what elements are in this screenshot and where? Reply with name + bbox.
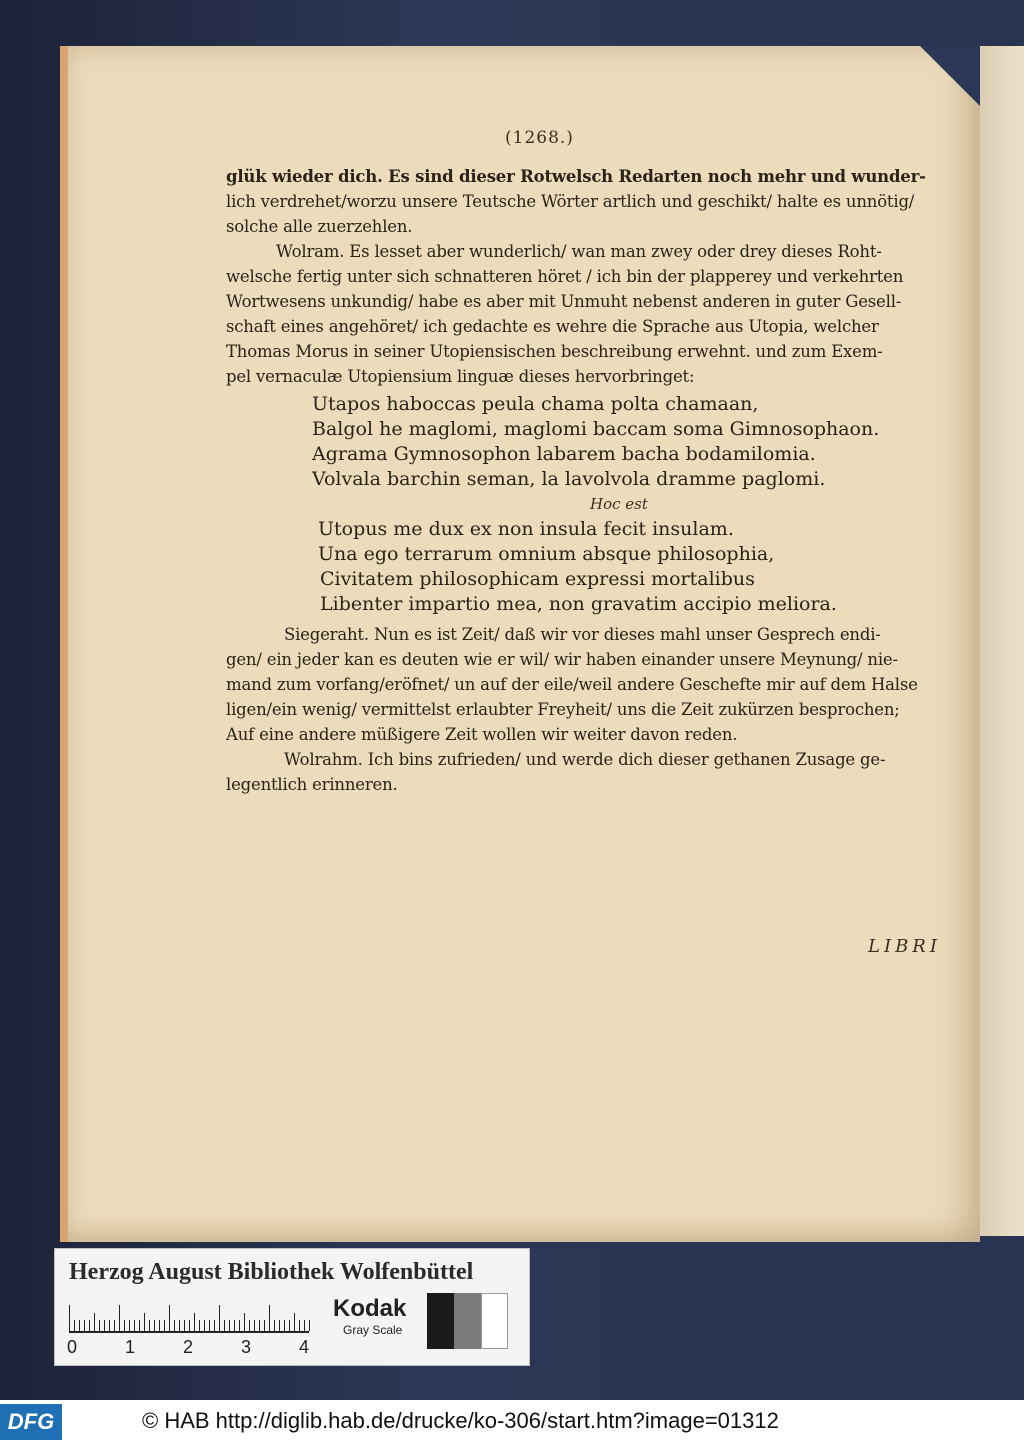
ruler-tick bbox=[144, 1313, 145, 1331]
gray-scale-label: Gray Scale bbox=[343, 1323, 403, 1337]
ruler-tick bbox=[209, 1320, 210, 1331]
library-name: Herzog August Bibliothek Wolfenbüttel bbox=[69, 1259, 474, 1285]
text-line: solche alle zuerzehlen. bbox=[226, 217, 413, 236]
ruler-tick bbox=[254, 1320, 255, 1331]
gray-swatch-white bbox=[481, 1293, 508, 1349]
ruler-tick bbox=[199, 1320, 200, 1331]
ruler-tick bbox=[284, 1320, 285, 1331]
text-line: Wolrahm. Ich bins zufrieden/ und werde dich dieser gethanen Zusage ge- bbox=[284, 750, 886, 769]
text-line: gen/ ein jeder kan es deuten wie er wil/ wir haben einander unsere Meynung/ nie- bbox=[226, 650, 898, 669]
verse-line: Una ego terrarum omnium absque philosophia, bbox=[318, 543, 775, 565]
ruler-tick bbox=[174, 1320, 175, 1331]
ruler-tick bbox=[134, 1320, 135, 1331]
ruler-tick bbox=[234, 1320, 235, 1331]
ruler-tick bbox=[154, 1320, 155, 1331]
library-label-card bbox=[54, 1248, 530, 1366]
copyright-link[interactable]: © HAB http://diglib.hab.de/drucke/ko-306/start.htm?image=01312 bbox=[142, 1408, 779, 1433]
closing-block bbox=[226, 622, 946, 797]
text-line: Siegeraht. Nun es ist Zeit/ daß wir vor dieses mahl unser Gesprech endi- bbox=[284, 625, 881, 644]
ruler-tick bbox=[244, 1313, 245, 1331]
verse-line: Utopus me dux ex non insula fecit insulam. bbox=[318, 518, 734, 540]
ruler-tick bbox=[69, 1305, 70, 1331]
ruler-tick bbox=[194, 1313, 195, 1331]
ruler-tick bbox=[139, 1320, 140, 1331]
ruler-tick bbox=[224, 1320, 225, 1331]
text-line: Wortwesens unkundig/ habe es aber mit Unmuht nebenst anderen in guter Gesell- bbox=[226, 292, 902, 311]
text-line: Auf eine andere müßigere Zeit wollen wir weiter davon reden. bbox=[226, 725, 738, 744]
ruler-tick bbox=[89, 1320, 90, 1331]
ruler-tick bbox=[114, 1320, 115, 1331]
ruler-tick bbox=[219, 1305, 220, 1331]
ruler-tick bbox=[264, 1320, 265, 1331]
ruler-tick bbox=[299, 1320, 300, 1331]
catchword: LIBRI bbox=[868, 936, 941, 957]
text-line: Wolram. Es lesset aber wunderlich/ wan man zwey oder drey dieses Roht- bbox=[276, 242, 882, 261]
ruler-tick bbox=[304, 1320, 305, 1331]
ruler-tick bbox=[309, 1320, 310, 1331]
ruler-number: 1 bbox=[125, 1337, 136, 1357]
ruler-tick bbox=[249, 1320, 250, 1331]
text-line: schaft eines angehöret/ ich gedachte es wehre die Sprache aus Utopia, welcher bbox=[226, 317, 879, 336]
text-line: mand zum vorfang/eröfnet/ un auf der eile/weil andere Geschefte mir auf dem Halse bbox=[226, 675, 918, 694]
ruler-tick bbox=[79, 1320, 80, 1331]
text-line: lich verdrehet/worzu unsere Teutsche Wörter artlich und geschikt/ halte es unnötig/ bbox=[226, 192, 915, 211]
ruler-tick bbox=[94, 1313, 95, 1331]
verse-line: Libenter impartio mea, non gravatim accipio meliora. bbox=[320, 593, 837, 615]
ruler-number: 0 bbox=[67, 1337, 78, 1357]
ruler-number: 3 bbox=[241, 1337, 252, 1357]
ruler-tick bbox=[204, 1320, 205, 1331]
ruler-tick bbox=[169, 1305, 170, 1331]
ruler-tick bbox=[259, 1320, 260, 1331]
ruler-tick bbox=[164, 1320, 165, 1331]
ruler-tick bbox=[109, 1320, 110, 1331]
ruler-tick bbox=[239, 1320, 240, 1331]
text-line: welsche fertig unter sich schnatteren höret / ich bin der plapperey und verkehrten bbox=[226, 267, 904, 286]
verse-line: Civitatem philosophicam expressi mortalibus bbox=[320, 568, 755, 590]
ruler-number: 2 bbox=[183, 1337, 194, 1357]
text-line: legentlich erinneren. bbox=[226, 775, 398, 794]
ruler-tick bbox=[214, 1320, 215, 1331]
ruler-number: 4 bbox=[299, 1337, 310, 1357]
ruler-tick bbox=[179, 1320, 180, 1331]
ruler-tick bbox=[289, 1320, 290, 1331]
text-line: glük wieder dich. Es sind dieser Rotwelsch Redarten noch mehr und wunder- bbox=[226, 167, 926, 186]
ruler-tick bbox=[279, 1320, 280, 1331]
ruler-tick bbox=[84, 1320, 85, 1331]
gray-swatch-black bbox=[427, 1293, 454, 1349]
ruler-tick bbox=[74, 1320, 75, 1331]
adjacent-page-edge bbox=[978, 46, 1024, 1236]
verse-line: Agrama Gymnosophon labarem bacha bodamilomia. bbox=[312, 443, 816, 465]
paragraph-block bbox=[226, 164, 946, 389]
ruler-tick bbox=[229, 1320, 230, 1331]
hoc-est-heading: Hoc est bbox=[590, 495, 648, 513]
ruler-tick bbox=[159, 1320, 160, 1331]
ruler-tick bbox=[189, 1320, 190, 1331]
page-number: (1268.) bbox=[505, 128, 574, 148]
ruler bbox=[69, 1303, 309, 1333]
ruler-tick bbox=[294, 1313, 295, 1331]
gray-swatch-mid bbox=[454, 1293, 481, 1349]
ruler-tick bbox=[184, 1320, 185, 1331]
kodak-logo: Kodak bbox=[333, 1295, 407, 1322]
ruler-tick bbox=[104, 1320, 105, 1331]
ruler-tick bbox=[129, 1320, 130, 1331]
verse-line: Volvala barchin seman, la lavolvola dramme paglomi. bbox=[312, 468, 826, 490]
ruler-tick bbox=[119, 1305, 120, 1331]
ruler-tick bbox=[274, 1320, 275, 1331]
ruler-tick bbox=[124, 1320, 125, 1331]
ruler-tick bbox=[99, 1320, 100, 1331]
text-line: pel vernaculæ Utopiensium linguæ dieses hervorbringet: bbox=[226, 367, 695, 386]
page-corner bbox=[920, 46, 980, 106]
ruler-tick bbox=[149, 1320, 150, 1331]
verse-line: Balgol he maglomi, maglomi baccam soma Gimnosophaon. bbox=[312, 418, 880, 440]
ruler-tick bbox=[269, 1305, 270, 1331]
dfg-logo: DFG bbox=[0, 1404, 62, 1440]
verse-line: Utapos haboccas peula chama polta chamaan, bbox=[312, 393, 759, 415]
text-line: Thomas Morus in seiner Utopiensischen beschreibung erwehnt. und zum Exem- bbox=[226, 342, 883, 361]
text-line: ligen/ein wenig/ vermittelst erlaubter Freyheit/ uns die Zeit zukürzen besprochen; bbox=[226, 700, 900, 719]
